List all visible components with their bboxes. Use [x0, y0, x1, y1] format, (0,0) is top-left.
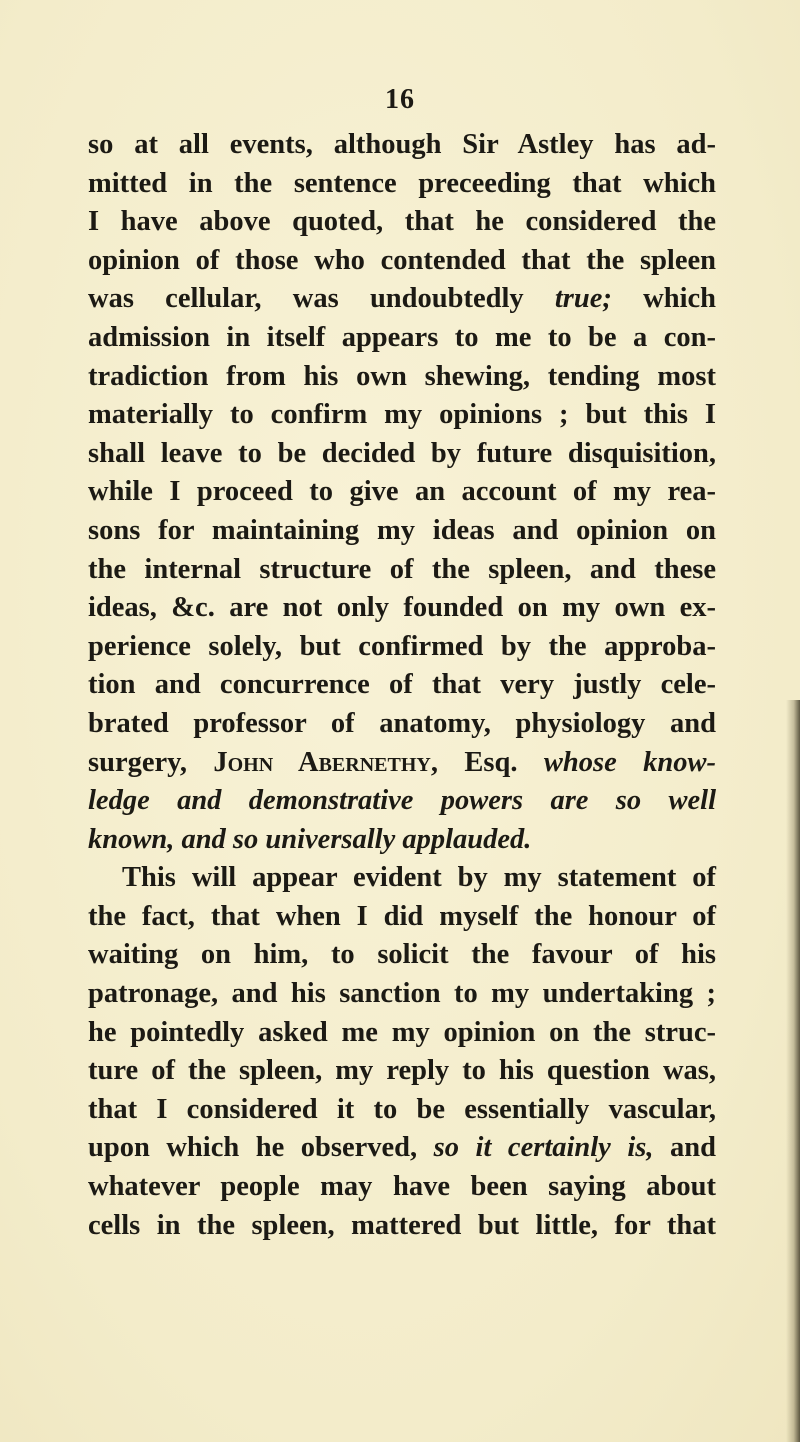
text-segment: whatever people may have been saying about: [88, 1171, 716, 1203]
text-line: [88, 1014, 716, 1053]
text-segment: waiting on him, to solicit the favour of his: [88, 939, 716, 971]
text-segment: This will appear evident by my statement of: [122, 862, 716, 894]
italic-text: known, and so universally applauded.: [88, 823, 532, 855]
body-text: [88, 126, 716, 1245]
text-line: [88, 589, 716, 628]
text-line: [88, 358, 716, 397]
text-line: [88, 782, 716, 821]
text-segment: and: [653, 1132, 716, 1164]
text-segment: the internal structure of the spleen, and these: [88, 553, 716, 585]
text-line: [88, 319, 716, 358]
text-segment: ideas, &c. are not only founded on my own ex-: [88, 592, 716, 624]
italic-text: so it certainly is,: [433, 1132, 654, 1164]
text-line: [88, 551, 716, 590]
text-segment: cells in the spleen, mattered but little, for that: [88, 1209, 716, 1241]
text-line: [88, 1091, 716, 1130]
text-segment: patronage, and his sanction to my undertaking ;: [88, 978, 716, 1010]
text-line: [88, 512, 716, 551]
italic-text: whose know-: [543, 746, 717, 778]
text-segment: while I proceed to give an account of my rea-: [88, 476, 716, 508]
text-segment: ture of the spleen, my reply to his question was,: [88, 1055, 716, 1087]
text-segment: he pointedly asked me my opinion on the struc-: [88, 1016, 716, 1048]
text-line: [88, 705, 716, 744]
text-segment: mitted in the sentence preceeding that which: [88, 167, 716, 199]
text-segment: I have above quoted, that he considered the: [88, 206, 716, 238]
text-line: [88, 975, 716, 1014]
italic-text: true;: [554, 283, 612, 315]
text-segment: opinion of those who contended that the spleen: [88, 244, 716, 276]
text-segment: tion and concurrence of that very justly cele-: [88, 669, 716, 701]
text-line: [88, 435, 716, 474]
smallcaps-name: John Abernethy: [213, 746, 431, 778]
text-line: [88, 821, 716, 860]
text-segment: shall leave to be decided by future disquisition,: [88, 437, 716, 469]
text-line: [88, 1129, 716, 1168]
text-segment: sons for maintaining my ideas and opinion on: [88, 514, 716, 546]
text-segment: which: [611, 283, 716, 315]
text-line: [88, 628, 716, 667]
text-segment: the fact, that when I did myself the honour of: [88, 900, 716, 932]
text-segment: so at all events, although Sir Astley has ad-: [88, 129, 716, 160]
page-edge-shadow: [786, 700, 800, 1442]
text-line: [88, 165, 716, 204]
text-segment: upon which he observed,: [88, 1132, 434, 1164]
text-line: [88, 280, 716, 319]
text-line: [88, 1168, 716, 1207]
text-segment: materially to confirm my opinions ; but this I: [88, 399, 716, 431]
text-line: [88, 1052, 716, 1091]
text-line: [88, 203, 716, 242]
text-line: [88, 936, 716, 975]
text-line: [88, 898, 716, 937]
text-segment: admission in itself appears to me to be a con-: [88, 321, 716, 353]
text-line: [88, 1207, 716, 1246]
text-line: [88, 242, 716, 281]
italic-text: ledge and demonstrative powers are so well: [88, 785, 716, 817]
text-segment: tradiction from his own shewing, tending most: [88, 360, 716, 392]
text-segment: perience solely, but confirmed by the approba-: [88, 630, 716, 662]
text-line: [88, 396, 716, 435]
text-line: [88, 473, 716, 512]
text-segment: that I considered it to be essentially vascular,: [88, 1093, 716, 1125]
text-segment: brated professor of anatomy, physiology and: [88, 707, 716, 739]
text-line: [88, 859, 716, 898]
text-segment: surgery,: [88, 746, 214, 778]
text-line: [88, 744, 716, 783]
text-line: [88, 666, 716, 705]
text-segment: was cellular, was undoubtedly: [88, 283, 555, 315]
text-segment: , Esq.: [430, 746, 544, 778]
text-line: [88, 126, 716, 165]
page-number: 16: [385, 84, 415, 115]
